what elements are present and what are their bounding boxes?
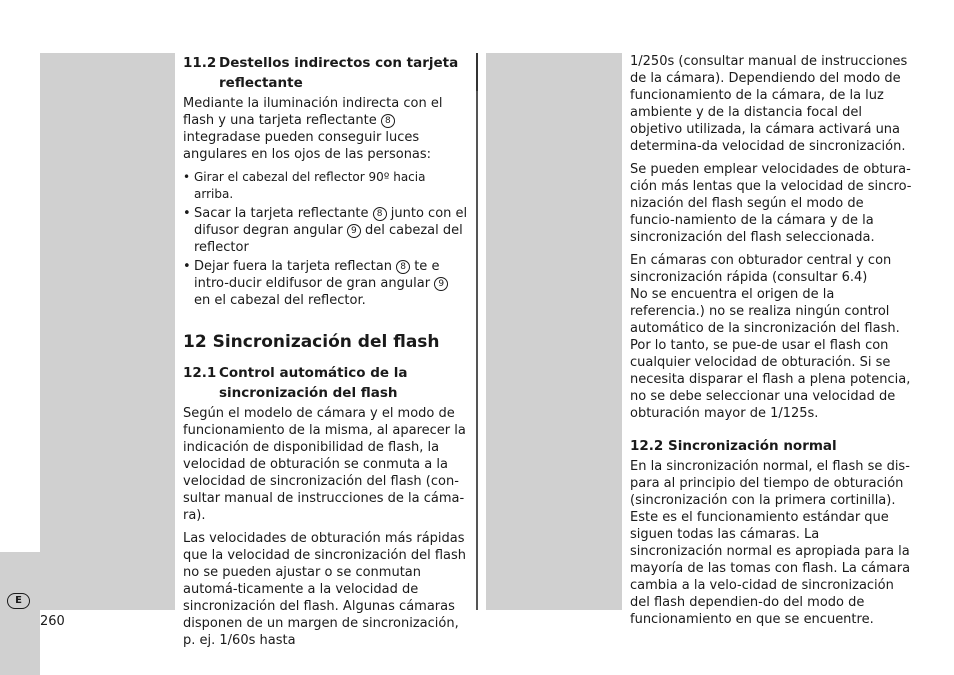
heading-line-1: Control automático de la (219, 365, 408, 381)
right-column (630, 53, 912, 634)
paragraph-sync-auto: Según el modelo de cámara y el modo de funcionamiento de la misma, al aparecer la indicación de disponibilidad de flash, la velocidad de obturación se conmuta a la velocidad de sincronización del flash (con-sultar manual de instrucciones de la cáma-ra). (183, 406, 466, 523)
section-11-2-heading (183, 53, 468, 93)
left-gray-margin (40, 53, 175, 610)
paragraph-normal-sync: En la sincronización normal, el flash se dis-para al principio del tiempo de obturación (sincronización con la primera cortinilla). Este es el funcionamiento estándar que siguen todas las cámaras. La sincronización normal es apropiada para la mayoría de las tomas con flash. La cámara cambia a la velo-cidad de sincronización del flash dependien-do del modo de funcionamiento en que se encuentre. (630, 459, 911, 627)
step-text: en el cabezal del reflector. (194, 293, 366, 308)
step-text: del cabezal del reflector (194, 223, 463, 255)
text-span: En cámaras con obturador central y con sincronización rápida (consultar 6.4) (630, 253, 892, 285)
column-divider-short (476, 53, 478, 91)
step-text: Dejar fuera la tarjeta reflectan (194, 259, 397, 274)
ref-circle-8: 8 (396, 260, 410, 274)
paragraph-fast-speeds: Las velocidades de obturación más rápidas que la velocidad de sincronización del flash no se pueden ajustar o se conmutan automá-ticamente a la velocidad de sincronización del flash. Algunas cámaras disponen de un margen de sincronización, p. ej. 1/60s hasta (183, 531, 467, 648)
text-span: No se encuentra el origen de la referencia.) no se realiza ningún control automático de la sincronización del flash. Por lo tanto, se pue-de usar el flash con cualquier velocidad de obturación. Si se necesita disparar el flash a plena potencia, no se debe seleccionar una velocidad de obturación mayor de 1/125s. (630, 287, 911, 421)
step-item-2 (183, 205, 468, 256)
step-text: Girar el cabezal del reflector 90º hacia arriba. (194, 170, 426, 201)
column-divider (476, 53, 478, 610)
step-text: te e intro-ducir eldifusor de gran angular (194, 259, 440, 291)
step-item-3 (183, 258, 468, 309)
ref-circle-9: 9 (434, 277, 448, 291)
step-text: junto con el difusor degran angular (194, 206, 468, 238)
steps-list (183, 169, 468, 309)
text-span: integradase pueden conseguir luces angulares en los ojos de las personas: (183, 130, 432, 162)
chapter-12-heading: 12 Sincronización del flash (183, 332, 440, 352)
left-edge-tab (0, 552, 40, 675)
paragraph-central-shutter (630, 252, 912, 422)
section-number: 11.2 (183, 55, 217, 71)
step-text: Sacar la tarjeta reflectante (194, 206, 373, 221)
left-column (183, 53, 468, 655)
right-gray-margin (486, 53, 622, 610)
section-12-1-heading (183, 363, 468, 403)
heading-line-1: Destellos indirectos con tarjeta (219, 55, 459, 71)
ref-circle-9: 9 (347, 224, 361, 238)
section-number: 12.1 (183, 365, 217, 381)
paragraph-slower-speeds: Se pueden emplear velocidades de obtura-ción más lentas que la velocidad de sincro-nización del flash según el modo de funcio-namiento de la cámara y de la sincronización del flash seleccionada. (630, 162, 912, 245)
section-12-2-heading: 12.2 Sincronización normal (630, 438, 837, 454)
step-item-1 (183, 169, 468, 203)
ref-circle-8: 8 (373, 207, 387, 221)
heading-line-2: sincronización del flash (219, 385, 398, 401)
page-number: 260 (40, 614, 65, 629)
heading-line-2: reflectante (219, 75, 303, 91)
language-badge: E (7, 593, 30, 609)
text-span: Mediante la iluminación indirecta con el flash y una tarjeta reflectante (183, 96, 443, 128)
paragraph-continued: 1/250s (consultar manual de instrucciones de la cámara). Dependiendo del modo de funcionamiento de la cámara, de la luz ambiente y de la distancia focal del objetivo utilizada, la cámara activará una determina-da velocidad de sincronización. (630, 54, 908, 154)
ref-circle-8: 8 (381, 114, 395, 128)
paragraph-indirect-flash (183, 95, 468, 163)
